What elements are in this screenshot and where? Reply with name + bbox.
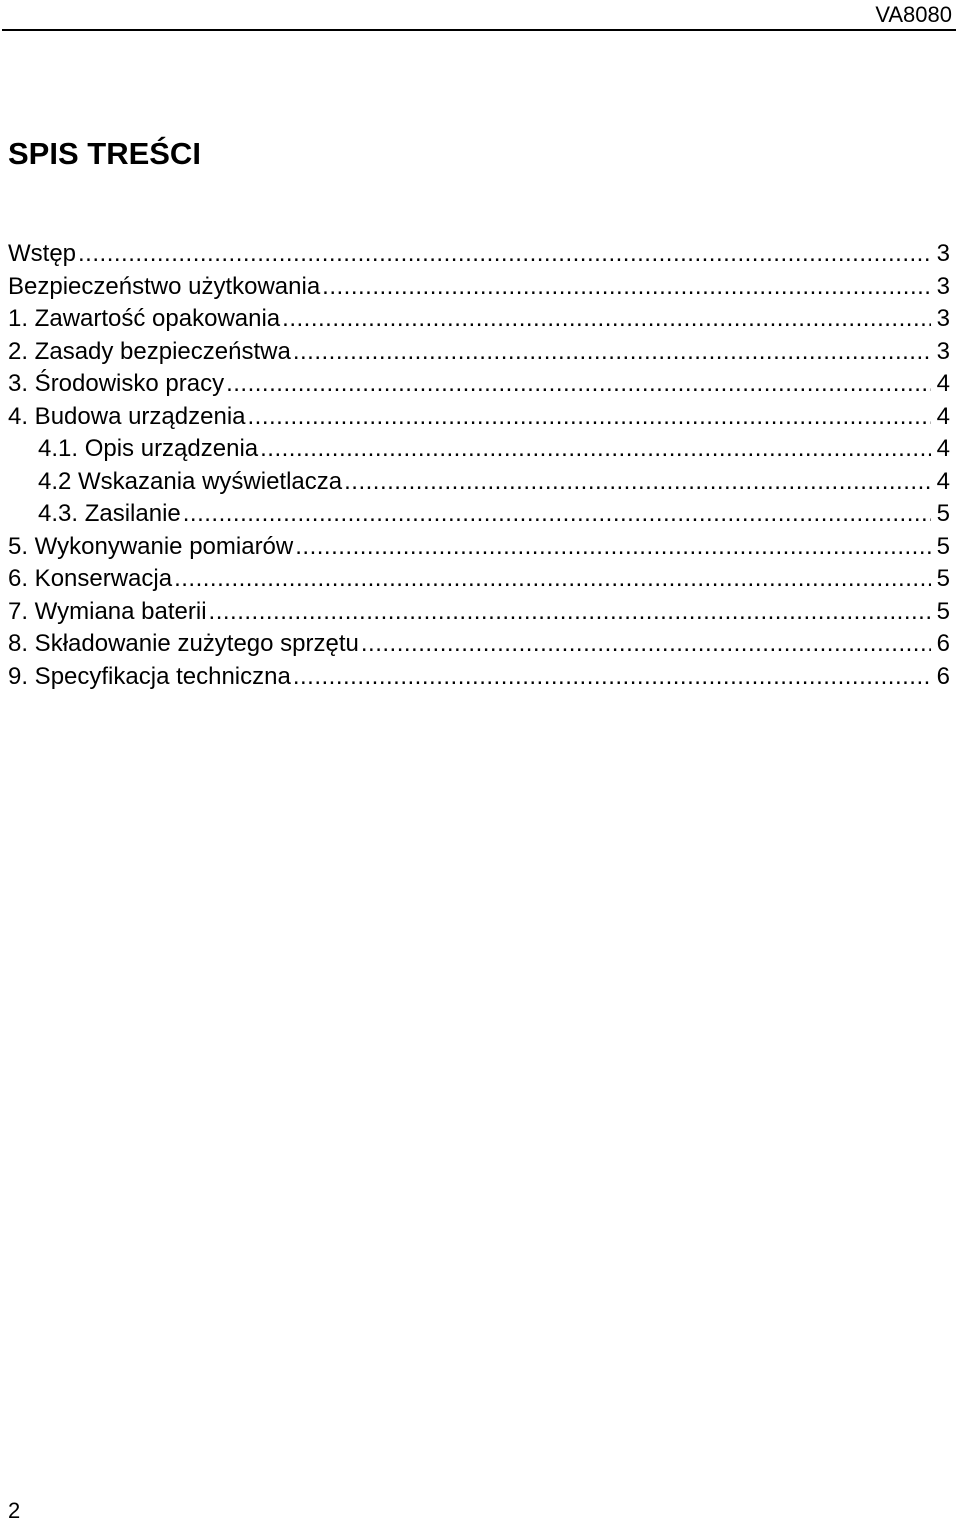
toc-entry-label: Bezpieczeństwo użytkowania [8, 272, 321, 300]
toc-leader-dots [361, 628, 931, 660]
toc-leader-dots [183, 498, 931, 530]
toc-entry-opis-urzadzenia[interactable] [8, 433, 950, 466]
toc-entry-skladowanie-zuzytego-sprzetu[interactable] [8, 628, 950, 661]
toc-title: SPIS TREŚCI [8, 136, 201, 171]
toc-entry-page: 4 [936, 370, 950, 397]
toc-entry-page: 5 [936, 565, 950, 592]
toc-entry-wymiana-baterii[interactable] [8, 596, 950, 629]
toc-leader-dots [322, 271, 930, 303]
toc-entry-label: 2. Zasady bezpieczeństwa [8, 337, 291, 365]
toc-leader-dots [295, 531, 930, 563]
toc-entry-budowa-urzadzenia[interactable] [8, 401, 950, 434]
toc-leader-dots [209, 596, 931, 628]
toc-entry-zasady-bezpieczenstwa[interactable] [8, 336, 950, 369]
toc-leader-dots [248, 401, 931, 433]
toc-entry-label: 6. Konserwacja [8, 565, 173, 592]
toc-entry-page: 3 [936, 272, 950, 300]
toc-entry-label: 9. Specyfikacja techniczna [8, 662, 291, 690]
toc-entry-wskazania-wyswietlacza[interactable] [8, 466, 950, 499]
toc-entry-page: 5 [936, 500, 950, 527]
toc-entry-page: 5 [936, 532, 950, 560]
toc-leader-dots [282, 303, 930, 335]
toc-entry-label: 1. Zawartość opakowania [8, 305, 281, 332]
toc-entry-srodowisko-pracy[interactable] [8, 368, 950, 401]
toc-entry-page: 4 [936, 435, 950, 462]
toc-entry-page: 5 [936, 597, 950, 625]
header-divider [2, 29, 956, 31]
toc-entry-label: 5. Wykonywanie pomiarów [8, 532, 294, 560]
toc-leader-dots [174, 563, 931, 595]
toc-entry-zawartosc-opakowania[interactable] [8, 303, 950, 336]
toc-entry-konserwacja[interactable] [8, 563, 950, 596]
toc-entry-label: 7. Wymiana baterii [8, 597, 207, 625]
toc-entry-bezpieczenstwo-uzytkowania[interactable] [8, 271, 950, 304]
toc-entry-page: 6 [936, 662, 950, 690]
toc-entry-wstep[interactable] [8, 238, 950, 271]
toc-entry-label: 4.2 Wskazania wyświetlacza [38, 467, 343, 495]
model-code: VA8080 [875, 2, 952, 27]
toc-entry-label: 4.3. Zasilanie [38, 500, 181, 527]
toc-entry-page: 3 [936, 337, 950, 365]
toc-entry-label: 4.1. Opis urządzenia [38, 435, 259, 462]
toc-leader-dots [293, 661, 931, 693]
toc-entry-label: 8. Składowanie zużytego sprzętu [8, 630, 359, 657]
toc-leader-dots [344, 466, 931, 498]
toc-entry-label: Wstęp [8, 240, 77, 267]
toc-list [8, 238, 950, 693]
toc-entry-label: 3. Środowisko pracy [8, 370, 225, 397]
toc-entry-page: 4 [936, 402, 950, 430]
toc-entry-label: 4. Budowa urządzenia [8, 402, 246, 430]
toc-leader-dots [226, 368, 931, 400]
toc-entry-page: 4 [936, 467, 950, 495]
toc-entry-specyfikacja-techniczna[interactable] [8, 661, 950, 694]
toc-leader-dots [78, 238, 931, 270]
toc-entry-page: 3 [936, 305, 950, 332]
page-number: 2 [8, 1498, 21, 1523]
toc-entry-page: 3 [936, 240, 950, 267]
toc-entry-page: 6 [936, 630, 950, 657]
toc-entry-wykonywanie-pomiarow[interactable] [8, 531, 950, 564]
toc-leader-dots [293, 336, 931, 368]
toc-leader-dots [260, 433, 931, 465]
toc-entry-zasilanie[interactable] [8, 498, 950, 531]
